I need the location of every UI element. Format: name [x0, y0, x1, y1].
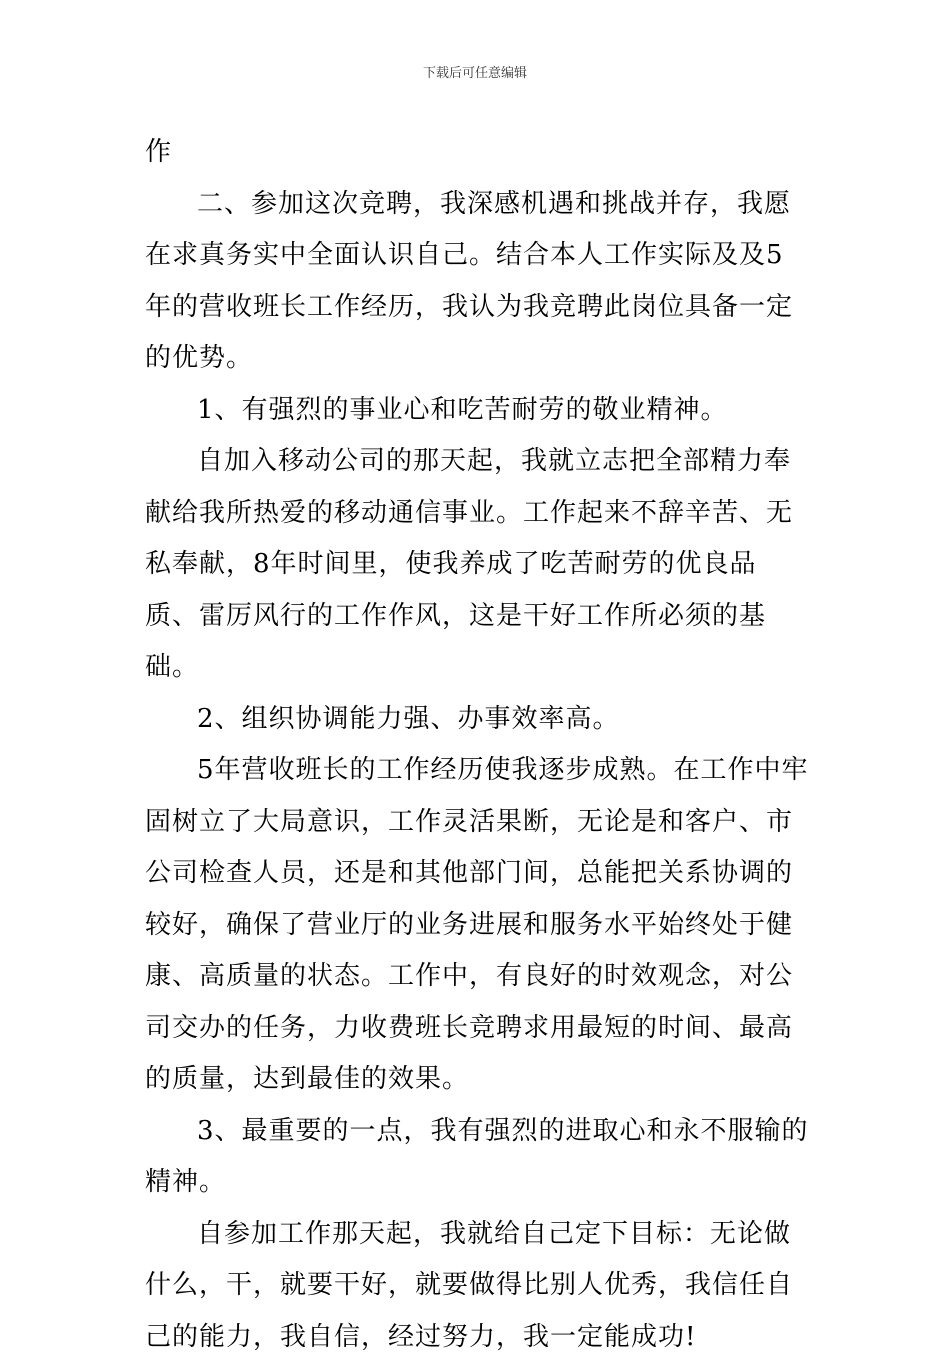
paragraph-point-one-body: 自加入移动公司的那天起，我就立志把全部精力奉献给我所热爱的移动通信事业。工作起来不辞辛苦、无私奉献，8年时间里，使我养成了吃苦耐劳的优良品质、雷厉风行的工作作风，这是干好工作所必须的基础。: [145, 436, 810, 694]
page-header-note: 下载后可任意编辑: [0, 64, 950, 84]
paragraph-point-one-heading: 1、有强烈的事业心和吃苦耐劳的敬业精神。: [145, 385, 810, 437]
paragraph-point-two-heading: 2、组织协调能力强、办事效率高。: [145, 694, 810, 746]
paragraph-point-three-heading: 3、最重要的一点，我有强烈的进取心和永不服输的精神。: [145, 1106, 810, 1209]
paragraph-continuation: 作: [145, 127, 810, 179]
paragraph-section-two: 二、参加这次竞聘，我深感机遇和挑战并存，我愿在求真务实中全面认识自己。结合本人工作实际及及5年的营收班长工作经历，我认为我竞聘此岗位具备一定的优势。: [145, 179, 810, 385]
document-body: [145, 127, 810, 1363]
paragraph-point-three-body: 自参加工作那天起，我就给自己定下目标：无论做什么，干，就要干好，就要做得比别人优秀，我信任自己的能力，我自信，经过努力，我一定能成功!: [145, 1209, 810, 1363]
paragraph-point-two-body: 5年营收班长的工作经历使我逐步成熟。在工作中牢固树立了大局意识，工作灵活果断，无论是和客户、市公司检查人员，还是和其他部门间，总能把关系协调的较好，确保了营业厅的业务进展和服务水平始终处于健康、高质量的状态。工作中，有良好的时效观念，对公司交办的任务，力收费班长竞聘求用最短的时间、最高的质量，达到最佳的效果。: [145, 745, 810, 1106]
